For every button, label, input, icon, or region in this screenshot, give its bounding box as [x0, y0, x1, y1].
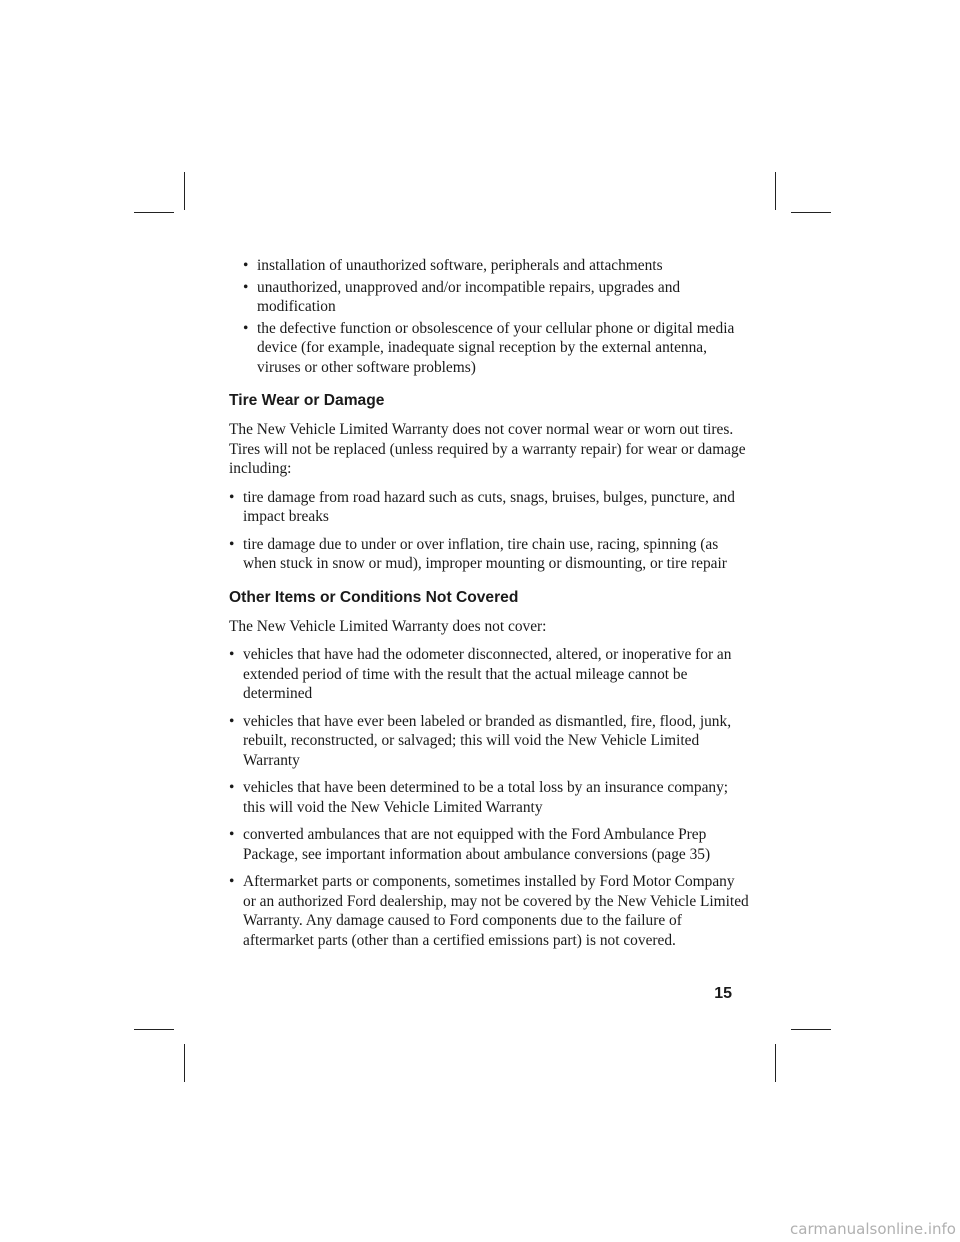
- crop-mark-bottom-left-vertical: [184, 1044, 185, 1082]
- bullet-icon: •: [229, 535, 235, 553]
- list-item: • vehicles that have been determined to be a total loss by an insurance company; this will void the New Vehicle Limited Warranty: [229, 779, 729, 816]
- section-heading-tire-wear: Tire Wear or Damage: [229, 392, 385, 409]
- section-paragraph-tire-wear: The New Vehicle Limited Warranty does not cover normal wear or worn out tires. Tires will not be replaced (unless required by a warranty repair) for wear or damage including:: [229, 421, 746, 477]
- bullet-icon: •: [243, 319, 249, 337]
- crop-mark-bottom-left-horizontal: [134, 1029, 174, 1030]
- crop-mark-top-left-horizontal: [134, 212, 174, 213]
- bullet-icon: •: [229, 873, 235, 890]
- bullet-icon: •: [229, 646, 235, 663]
- bullet-icon: •: [229, 712, 235, 730]
- crop-mark-top-right-horizontal: [791, 212, 831, 213]
- page-number: 15: [714, 985, 732, 1002]
- bullet-icon: •: [229, 488, 235, 506]
- list-item: • installation of unauthorized software, peripherals and attachments: [243, 257, 663, 274]
- list-item: • the defective function or obsolescence of your cellular phone or digital media device (for example, inadequate signal reception by the external antenna, viruses or other software problems): [243, 319, 735, 376]
- bullet-icon: •: [243, 257, 249, 274]
- list-item: • vehicles that have had the odometer disconnected, altered, or inoperative for an extended period of time with the result that the actual mileage cannot be determined: [229, 646, 732, 702]
- tire-bullet-list: [229, 488, 749, 574]
- list-item: • unauthorized, unapproved and/or incompatible repairs, upgrades and modification: [243, 278, 681, 315]
- list-item: • tire damage due to under or over inflation, tire chain use, racing, spinning (as when stuck in snow or mud), improper mounting or dismounting, or tire repair: [229, 535, 727, 572]
- list-item: • converted ambulances that are not equipped with the Ford Ambulance Prep Package, see important information about ambulance conversions (page 35): [229, 826, 711, 863]
- list-item: • tire damage from road hazard such as cuts, snags, bruises, bulges, puncture, and impact breaks: [229, 488, 735, 525]
- page-content: [229, 256, 749, 958]
- section-paragraph-other-items: The New Vehicle Limited Warranty does not cover:: [229, 617, 547, 635]
- bullet-icon: •: [243, 278, 249, 296]
- crop-mark-bottom-right-vertical: [775, 1044, 776, 1082]
- bullet-icon: •: [229, 826, 235, 843]
- crop-mark-bottom-right-horizontal: [791, 1029, 831, 1030]
- bullet-icon: •: [229, 779, 235, 796]
- section-heading-other-items: Other Items or Conditions Not Covered: [229, 588, 519, 606]
- list-item: • Aftermarket parts or components, sometimes installed by Ford Motor Company or an authorized Ford dealership, may not be covered by the New Vehicle Limited Warranty. Any damage caused to Ford components due to the failure of aftermarket parts (other than a certified emissions part) is not covered.: [229, 873, 749, 949]
- watermark: carmanualsonline.info: [790, 1220, 956, 1238]
- intro-bullet-list: [243, 256, 749, 377]
- list-item: • vehicles that have ever been labeled or branded as dismantled, fire, flood, junk, rebuilt, reconstructed, or salvaged; this will void the New Vehicle Limited Warranty: [229, 712, 732, 769]
- crop-mark-top-right-vertical: [775, 172, 776, 210]
- other-bullet-list: [229, 645, 749, 950]
- crop-mark-top-left-vertical: [184, 172, 185, 210]
